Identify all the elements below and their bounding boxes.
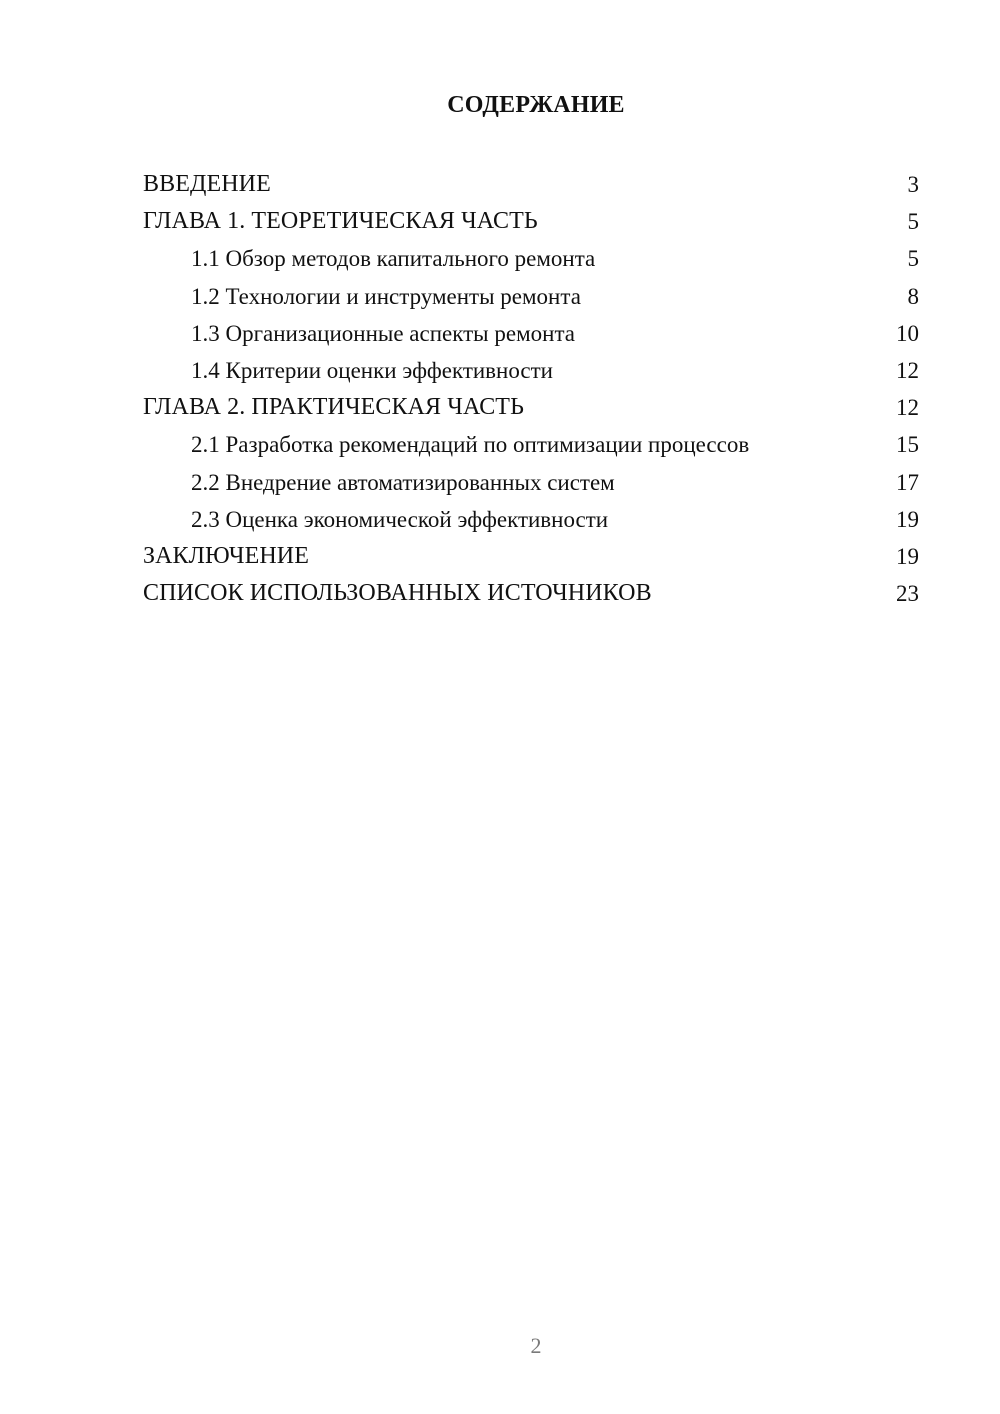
toc-entry-label: ГЛАВА 2. ПРАКТИЧЕСКАЯ ЧАСТЬ <box>143 394 524 421</box>
page-title: СОДЕРЖАНИЕ <box>447 92 625 118</box>
toc-entry <box>143 166 919 203</box>
toc-entry-label: 2.2 Внедрение автоматизированных систем <box>191 469 615 495</box>
page-number: 2 <box>530 1333 542 1358</box>
toc-entry <box>143 203 919 240</box>
toc-entry-page: 10 <box>896 320 919 346</box>
toc-entry-page: 19 <box>896 506 919 532</box>
toc-entry <box>143 575 919 612</box>
toc-entry-page: 17 <box>896 469 919 495</box>
toc-entry-label: ЗАКЛЮЧЕНИЕ <box>143 542 309 569</box>
toc-entry <box>143 501 919 538</box>
toc-entry-label: 1.1 Обзор методов капитального ремонта <box>191 246 596 272</box>
toc-entry-label: СПИСОК ИСПОЛЬЗОВАННЫХ ИСТОЧНИКОВ <box>143 580 652 607</box>
toc-entry <box>143 315 919 352</box>
toc-entry <box>143 426 919 463</box>
toc-entry-page: 12 <box>896 395 919 421</box>
toc-entry <box>143 278 919 315</box>
toc-entry-label: 1.4 Критерии оценки эффективности <box>191 357 553 383</box>
toc-entry-page: 19 <box>896 543 919 569</box>
toc-entry-page: 15 <box>896 432 919 458</box>
toc-entry <box>143 389 919 426</box>
toc-entry-page: 3 <box>907 172 919 197</box>
toc-entry-label: 2.3 Оценка экономической эффективности <box>191 506 609 532</box>
toc-entry-page: 8 <box>907 283 919 309</box>
toc-entry-label: ГЛАВА 1. ТЕОРЕТИЧЕСКАЯ ЧАСТЬ <box>143 208 538 235</box>
toc-entry-label: ВВЕДЕНИЕ <box>143 171 271 197</box>
toc-entry-page: 5 <box>907 246 919 272</box>
toc-entry-label: 1.2 Технологии и инструменты ремонта <box>191 283 581 309</box>
toc-entry-page: 5 <box>907 209 919 235</box>
toc-entry <box>143 240 919 277</box>
table-of-contents <box>143 166 919 612</box>
toc-entry <box>143 538 919 575</box>
toc-entry-label: 2.1 Разработка рекомендаций по оптимизации процессов <box>191 432 750 458</box>
toc-entry <box>143 464 919 501</box>
toc-entry-page: 23 <box>896 581 919 607</box>
toc-entry-page: 12 <box>896 357 919 383</box>
toc-entry <box>143 352 919 389</box>
toc-entry-label: 1.3 Организационные аспекты ремонта <box>191 320 575 346</box>
